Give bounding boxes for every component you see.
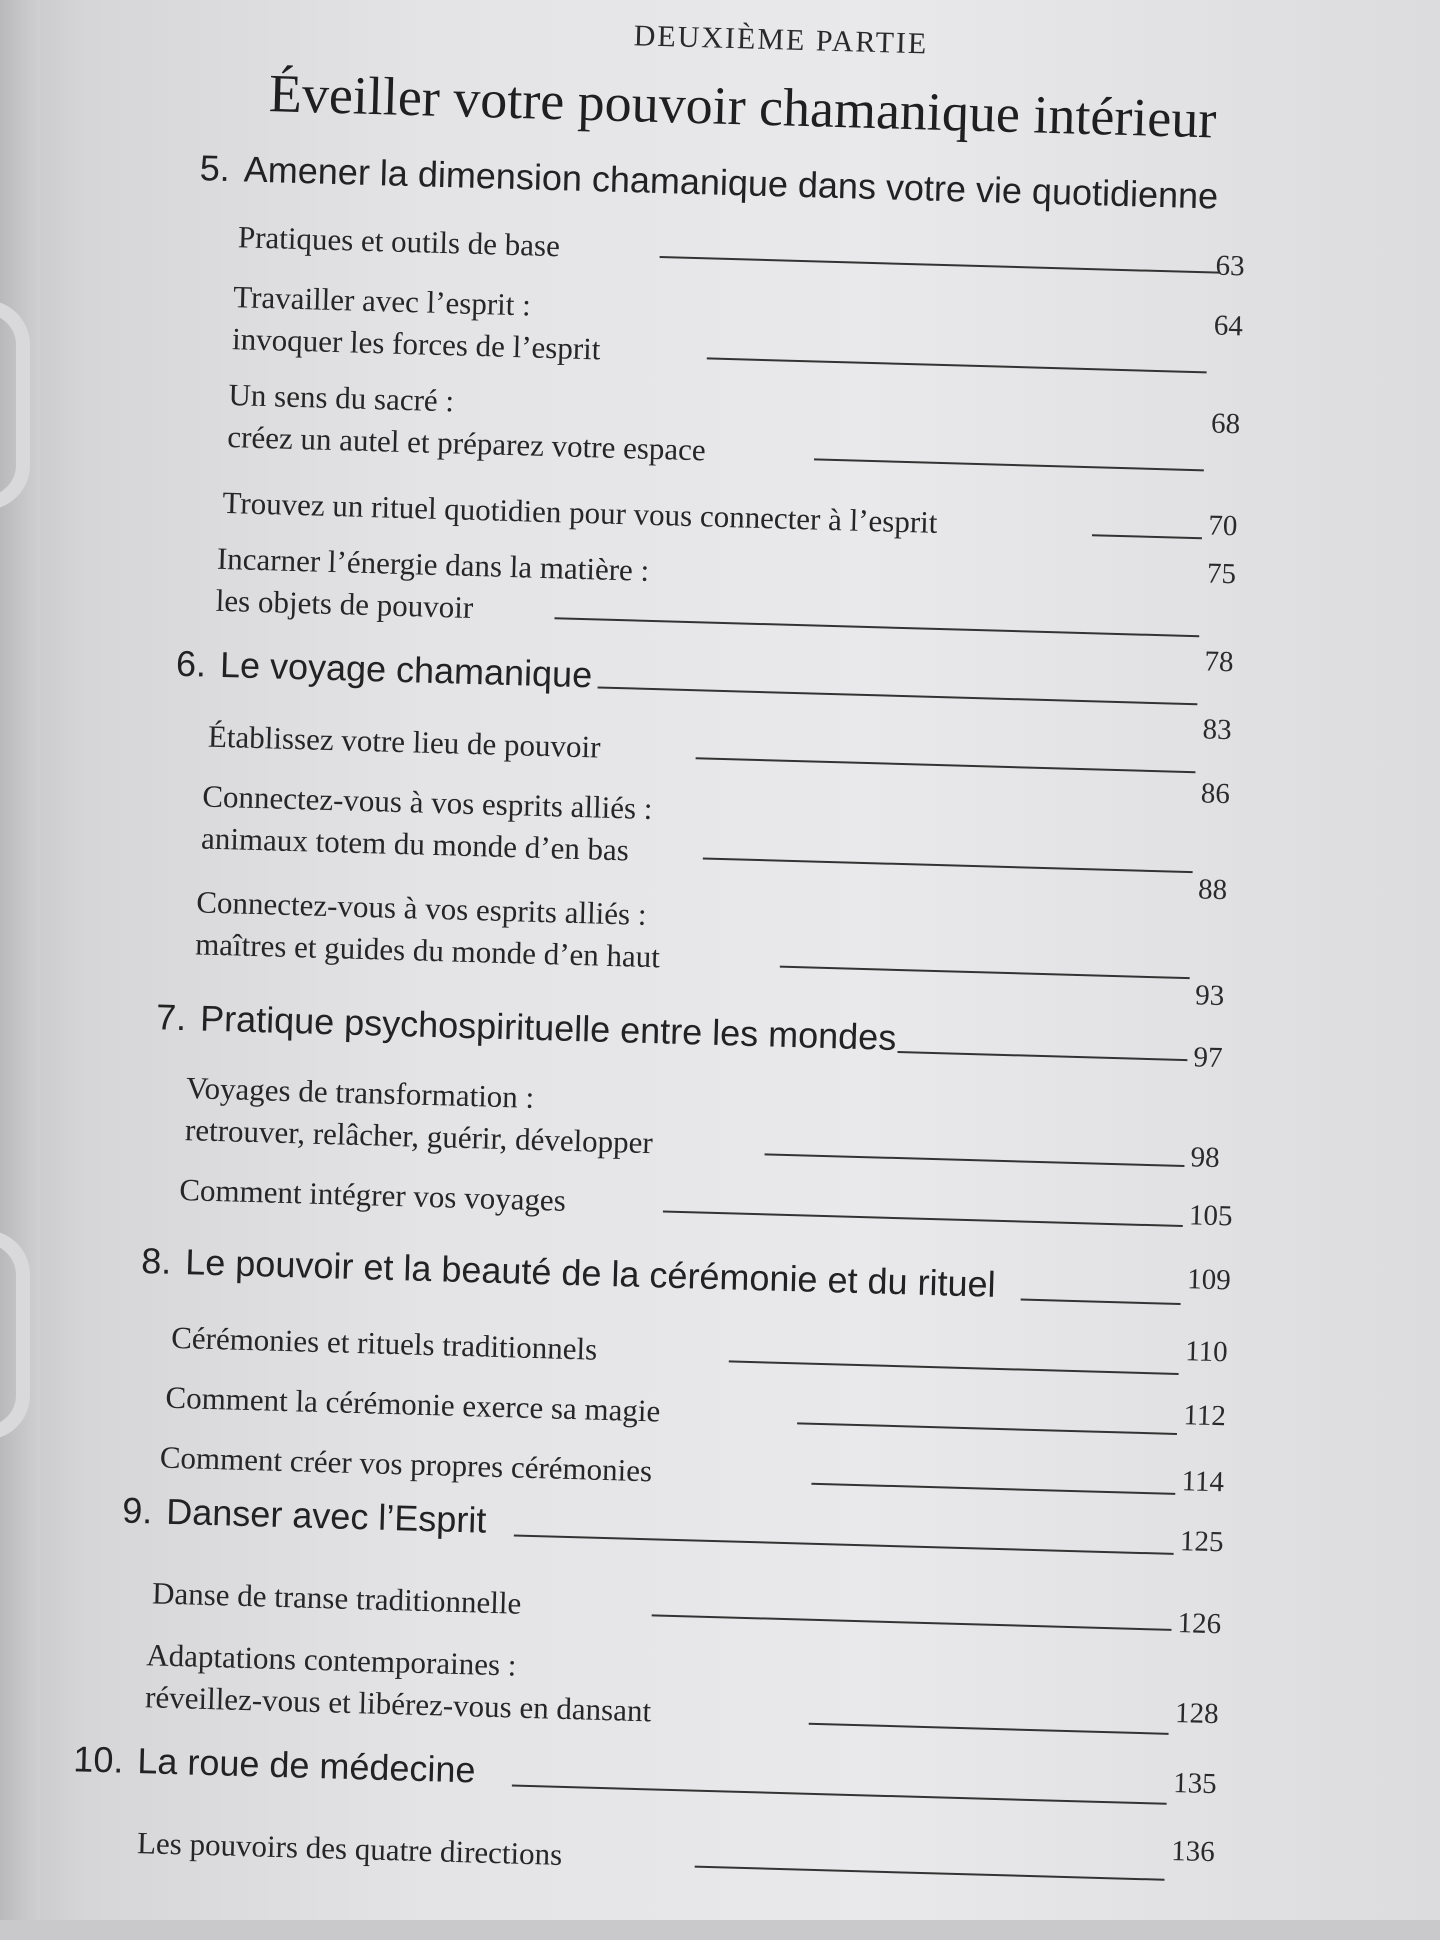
- entry-text: Adaptations contemporaines :: [145, 1637, 517, 1683]
- leader-line: [780, 966, 1190, 979]
- leader-line: [797, 1422, 1177, 1435]
- page-number: 83: [1202, 713, 1233, 747]
- toc-entry: [222, 482, 938, 544]
- chapter-number: 10.: [72, 1738, 124, 1781]
- page-number: 128: [1174, 1697, 1220, 1731]
- entry-text-continued: les objets de pouvoir: [215, 582, 474, 625]
- toc-entry: [159, 1437, 652, 1493]
- chapter-title: La roue de médecine: [136, 1740, 477, 1791]
- page-number: 125: [1179, 1525, 1224, 1559]
- entry-text: Cérémonies et rituels traditionnels: [170, 1319, 598, 1367]
- leader-line: [811, 1483, 1175, 1495]
- chapter-number: 5.: [199, 147, 231, 189]
- page-number: 105: [1188, 1199, 1233, 1233]
- page-number: 78: [1204, 645, 1234, 679]
- page-number: 68: [1210, 407, 1241, 441]
- page-number: 86: [1200, 777, 1231, 811]
- toc-entry: [171, 1317, 598, 1371]
- chapter-10-heading: [65, 1738, 476, 1791]
- page-number: 75: [1206, 557, 1237, 591]
- entry-text: Un sens du sacré :: [228, 377, 455, 419]
- chapter-number: 6.: [175, 642, 207, 685]
- chapter-5-heading: [171, 146, 1218, 217]
- chapter-number: 8.: [140, 1239, 172, 1282]
- toc-entry: [137, 1822, 563, 1876]
- leader-line: [814, 458, 1204, 471]
- chapter-title: Le pouvoir et la beauté de la cérémonie et du rituel: [184, 1241, 997, 1305]
- page-number: 88: [1197, 873, 1228, 907]
- page-number: 126: [1177, 1607, 1222, 1641]
- toc-entry: [207, 716, 601, 769]
- chapter-9-heading: [94, 1489, 487, 1542]
- chapter-title: Le voyage chamanique: [219, 643, 593, 696]
- part-title: Éveiller votre pouvoir chamanique intérieur: [268, 63, 1218, 150]
- entry-text: Comment intégrer vos voyages: [178, 1172, 567, 1218]
- entry-text-continued: invoquer les forces de l’esprit: [231, 321, 601, 367]
- page-number: 63: [1215, 249, 1246, 283]
- toc-entry: [237, 216, 560, 267]
- leader-line: [696, 757, 1196, 773]
- entry-text: Pratiques et outils de base: [237, 219, 561, 264]
- leader-line: [652, 1614, 1172, 1631]
- entry-text-continued: maîtres et guides du monde d’en haut: [194, 926, 661, 975]
- toc-entry: [232, 276, 603, 370]
- entry-text: Comment la cérémonie exerce sa magie: [165, 1379, 661, 1429]
- page-number: 112: [1183, 1399, 1227, 1433]
- leader-line: [729, 1360, 1179, 1375]
- leader-line: [765, 1153, 1185, 1167]
- entry-text-continued: réveillez-vous et libérez-vous en dansant: [144, 1679, 652, 1729]
- toc-entry: [165, 1377, 661, 1433]
- leader-line: [660, 256, 1220, 274]
- entry-text: Connectez-vous à vos esprits alliés :: [195, 884, 647, 932]
- leader-line: [598, 686, 1198, 705]
- chapter-8-heading: [113, 1239, 996, 1306]
- leader-line: [663, 1211, 1183, 1228]
- entry-text: Incarner l’énergie dans la matière :: [216, 540, 650, 588]
- page-number: 93: [1194, 979, 1225, 1013]
- chapter-number: 7.: [155, 996, 187, 1039]
- chapter-title: Amener la dimension chamanique dans votre vie quotidienne: [243, 148, 1219, 217]
- leader-line: [695, 1866, 1165, 1881]
- page-number: 98: [1190, 1141, 1221, 1175]
- entry-text: Voyages de transformation :: [185, 1070, 535, 1115]
- part-label: DEUXIÈME PARTIE: [633, 19, 929, 61]
- toc-entry: [152, 1572, 522, 1624]
- toc-entry: [184, 1067, 654, 1164]
- page-number: 114: [1181, 1465, 1225, 1499]
- leader-line: [512, 1785, 1167, 1805]
- page-number: 135: [1172, 1766, 1218, 1801]
- chapter-7-heading: [128, 996, 897, 1059]
- leader-line: [703, 857, 1193, 873]
- toc-entry: [201, 775, 653, 872]
- page-number: 97: [1193, 1041, 1223, 1075]
- page-number: 64: [1213, 309, 1244, 343]
- chapter-6-heading: [147, 642, 592, 696]
- chapter-number: 9.: [121, 1489, 153, 1532]
- entry-text: Les pouvoirs des quatre directions: [136, 1825, 563, 1872]
- entry-text: Établissez votre lieu de pouvoir: [207, 718, 601, 765]
- toc-entry: [145, 1634, 653, 1732]
- toc-entry: [195, 881, 662, 978]
- entry-text: Comment créer vos propres cérémonies: [159, 1439, 653, 1489]
- entry-text: Connectez-vous à vos esprits alliés :: [201, 778, 653, 827]
- leader-line: [707, 357, 1207, 373]
- entry-text-continued: créez un autel et préparez votre espace: [226, 419, 707, 468]
- entry-text: Travailler avec l’esprit :: [232, 279, 532, 323]
- leader-line: [897, 1051, 1187, 1061]
- entry-text: Danse de transe traditionnelle: [151, 1575, 522, 1621]
- page-number: 136: [1170, 1834, 1216, 1869]
- leader-line: [1021, 1299, 1181, 1305]
- leader-line: [514, 1534, 1174, 1554]
- entry-text-continued: retrouver, relâcher, guérir, développer: [184, 1112, 654, 1161]
- leader-line: [554, 617, 1199, 637]
- entry-text-continued: animaux totem du monde d’en bas: [200, 820, 630, 868]
- chapter-title: Pratique psychospirituelle entre les mondes: [199, 997, 897, 1058]
- leader-line: [809, 1723, 1169, 1735]
- page-number: 109: [1186, 1263, 1232, 1297]
- chapter-title: Danser avec l’Esprit: [165, 1490, 487, 1541]
- toc-entry: [179, 1169, 567, 1222]
- page-number: 70: [1207, 509, 1238, 543]
- toc-entry: [227, 374, 708, 471]
- page-number: 110: [1184, 1335, 1229, 1369]
- leader-line: [1092, 534, 1202, 539]
- entry-text: Trouvez un rituel quotidien pour vous connecter à l’esprit: [222, 484, 938, 540]
